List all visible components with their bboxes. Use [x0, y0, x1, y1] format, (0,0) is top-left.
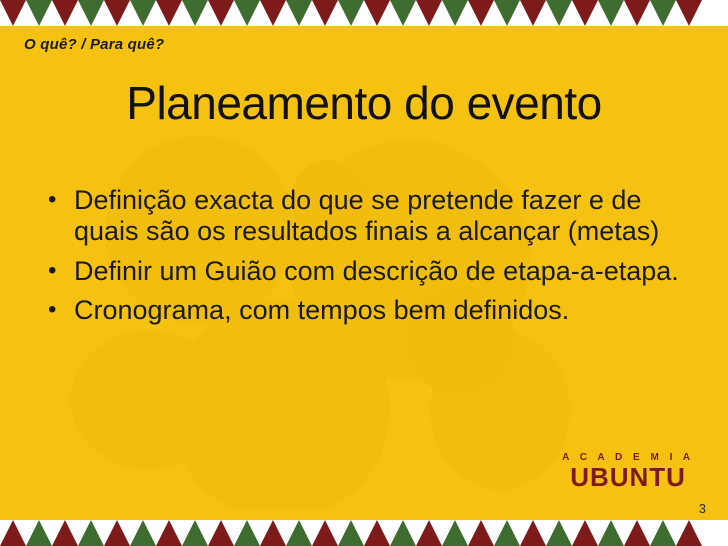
bottom-triangle-row	[0, 520, 728, 546]
academia-ubuntu-logo	[562, 452, 694, 490]
bullet-marker-icon: •	[48, 295, 57, 323]
logo-academia-text: A C A D E M I A	[562, 452, 694, 463]
list-item	[42, 256, 682, 287]
top-triangle-row	[0, 0, 728, 26]
page-title: Planeamento do evento	[126, 77, 602, 129]
logo-ubuntu-text: UBUNTU	[570, 462, 686, 492]
list-item-text: Definir um Guião com descrição de etapa-a-etapa.	[74, 255, 679, 286]
top-border-decoration	[0, 0, 728, 26]
page-number: 3	[698, 501, 706, 516]
bottom-border-decoration	[0, 520, 728, 546]
list-item-text: Definição exacta do que se pretende fazer e de quais são os resultados finais a alcançar (metas)	[74, 185, 660, 247]
bullet-marker-icon: •	[48, 256, 57, 284]
list-item	[42, 295, 682, 326]
bullet-marker-icon: •	[48, 186, 57, 213]
bullet-list	[42, 185, 682, 334]
section-eyebrow: O quê? / Para quê?	[24, 36, 165, 53]
list-item-text: Cronograma, com tempos bem definidos.	[74, 294, 570, 325]
list-item	[42, 185, 682, 248]
